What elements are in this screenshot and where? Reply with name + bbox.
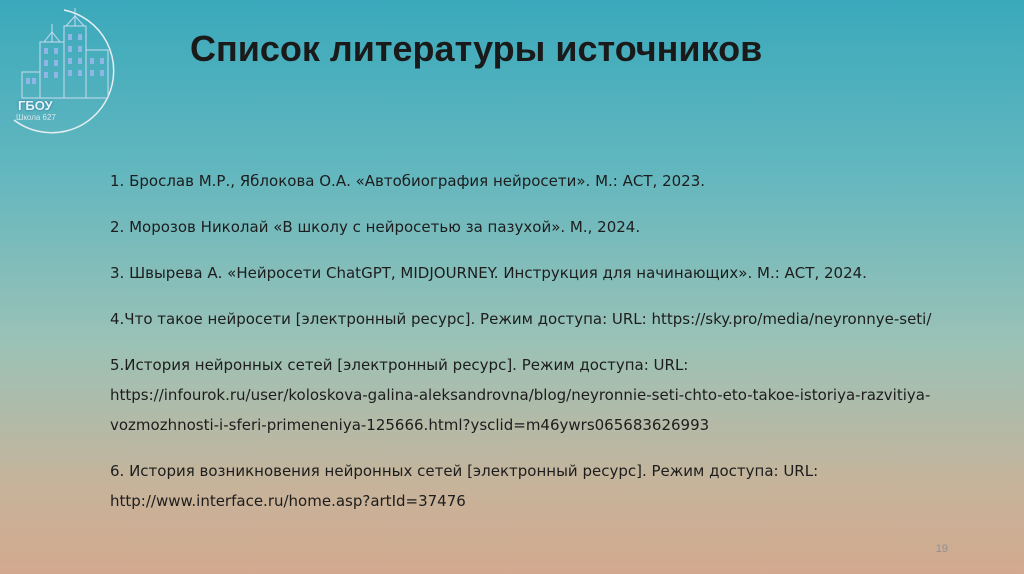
reference-item: 2. Морозов Николай «В школу с нейросетью за пазухой». М., 2024. [110, 218, 641, 236]
reference-item: 4.Что такое нейросети [электронный ресурс]. Режим доступа: URL: https://sky.pro/media/neyronnye-seti/ [110, 310, 932, 328]
logo-subtitle: Школа 627 [16, 113, 56, 122]
reference-item: 1. Брослав М.Р., Яблокова О.А. «Автобиография нейросети». М.: АСТ, 2023. [110, 172, 706, 190]
reference-item: 5.История нейронных сетей [электронный ресурс]. Режим доступа: URL: https://infourok.ru/user/koloskova-galina-aleksandrovna/blog/neyronnie-seti-chto-eto-takoe-istoriya-razvitiya-vozmozhnosti-i-sferi-primeneniya-125666.html?ysclid=m46ywrs065683626993 [110, 356, 931, 434]
logo-name: ГБОУ [18, 98, 53, 113]
slide-title: Список литературы источников [190, 28, 763, 69]
reference-item: 3. Швырева А. «Нейросети ChatGPT, MIDJOURNEY. Инструкция для начинающих». М.: АСТ, 2024. [110, 264, 867, 282]
school-logo [4, 2, 136, 152]
reference-list [110, 166, 950, 532]
reference-item: 6. История возникновения нейронных сетей [электронный ресурс]. Режим доступа: URL: http://www.interface.ru/home.asp?artId=37476 [110, 462, 819, 510]
building-icon [4, 2, 136, 152]
page-number: 19 [935, 543, 948, 555]
